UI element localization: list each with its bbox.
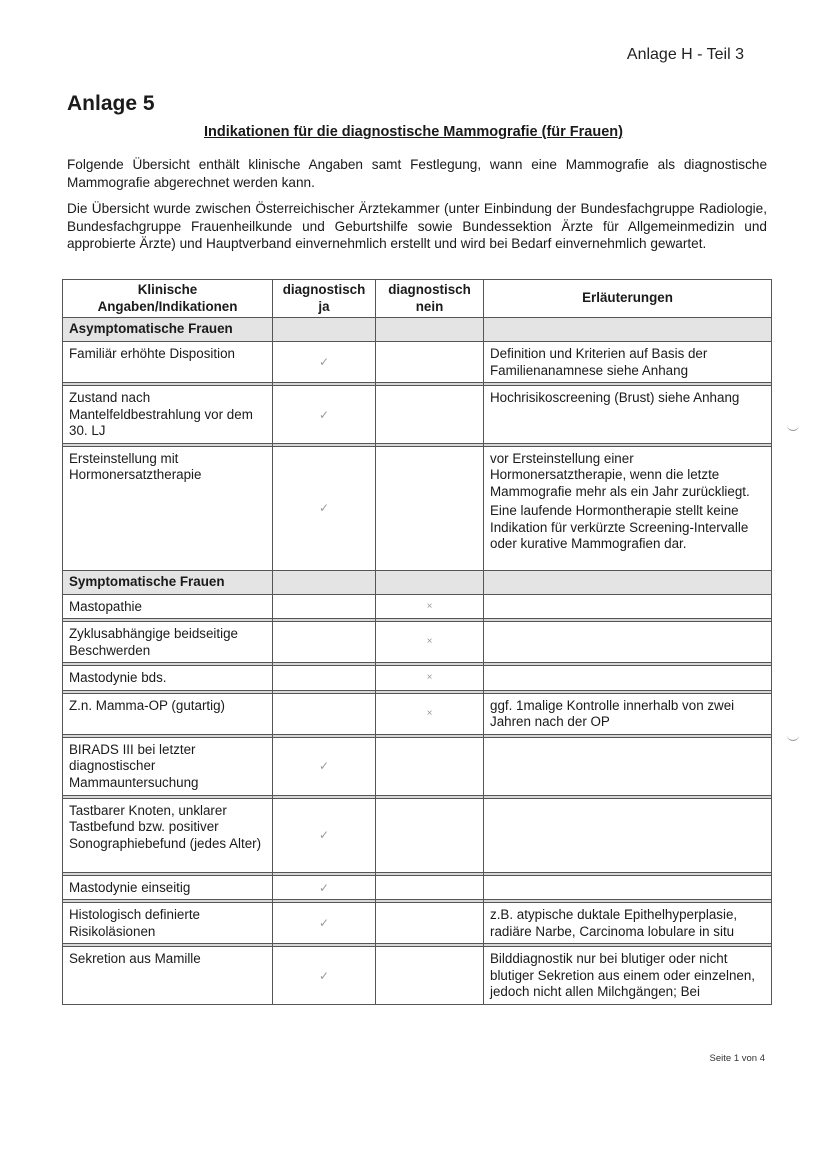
check-icon: ✓ bbox=[273, 386, 376, 444]
table-row bbox=[63, 693, 772, 734]
indication-cell: Zustand nach Mantelfeldbestrahlung vor dem 30. LJ bbox=[63, 386, 273, 444]
note-cell bbox=[484, 875, 772, 900]
empty-cell bbox=[273, 594, 376, 619]
col-header-indication: Klinische Angaben/Indikationen bbox=[63, 280, 273, 318]
indication-cell: Ersteinstellung mit Hormonersatztherapie bbox=[63, 446, 273, 570]
intro-paragraph: Folgende Übersicht enthält klinische Angaben samt Festlegung, wann eine Mammografie als diagnostische Mammografie abgerechnet werden kann. bbox=[67, 157, 767, 190]
empty-cell bbox=[273, 622, 376, 663]
page-number: Seite 1 von 4 bbox=[709, 1053, 765, 1064]
indication-cell: Zyklusabhängige beidseitige Beschwerden bbox=[63, 622, 273, 663]
indication-cell: Familiär erhöhte Disposition bbox=[63, 342, 273, 383]
table-row bbox=[63, 875, 772, 900]
table-row bbox=[63, 386, 772, 444]
note-cell bbox=[484, 446, 772, 570]
table-row bbox=[63, 342, 772, 383]
table-row bbox=[63, 446, 772, 570]
annex-part-label: Anlage H - Teil 3 bbox=[626, 46, 744, 63]
note-cell: ggf. 1malige Kontrolle innerhalb von zwei Jahren nach der OP bbox=[484, 693, 772, 734]
note-cell: Hochrisikoscreening (Brust) siehe Anhang bbox=[484, 386, 772, 444]
document-subtitle: Indikationen für die diagnostische Mammografie (für Frauen) bbox=[204, 124, 623, 140]
section-label: Symptomatische Frauen bbox=[63, 570, 273, 594]
note-text: vor Ersteinstellung einer Hormonersatztherapie, wenn die letzte Mammografie mehr als ein Jahr zurückliegt. bbox=[490, 450, 750, 499]
note-cell: Bilddiagnostik nur bei blutiger oder nicht blutiger Sekretion aus einem oder einzelnen, jedoch nicht allen Milchgängen; Bei bbox=[484, 947, 772, 1005]
empty-cell bbox=[376, 875, 484, 900]
col-header-diagnostic-no: diagnostisch nein bbox=[376, 280, 484, 318]
note-cell bbox=[484, 622, 772, 663]
check-icon: ✓ bbox=[273, 737, 376, 795]
col-header-diagnostic-yes: diagnostisch ja bbox=[273, 280, 376, 318]
table-row bbox=[63, 737, 772, 795]
section-label: Asymptomatische Frauen bbox=[63, 318, 273, 342]
indication-cell: BIRADS III bei letzter diagnostischer Mammauntersuchung bbox=[63, 737, 273, 795]
note-cell bbox=[484, 594, 772, 619]
note-cell: Definition und Kriterien auf Basis der Familienanamnese siehe Anhang bbox=[484, 342, 772, 383]
note-cell bbox=[484, 798, 772, 872]
indications-table bbox=[62, 279, 772, 1005]
indication-cell: Mastopathie bbox=[63, 594, 273, 619]
table-row bbox=[63, 622, 772, 663]
check-icon: ✓ bbox=[273, 798, 376, 872]
cross-icon: × bbox=[376, 666, 484, 691]
indication-cell: Tastbarer Knoten, unklarer Tastbefund bzw. positiver Sonographiebefund (jedes Alter) bbox=[63, 798, 273, 872]
indication-cell: Mastodynie bds. bbox=[63, 666, 273, 691]
note-cell bbox=[484, 666, 772, 691]
table-row bbox=[63, 903, 772, 944]
empty-cell bbox=[376, 798, 484, 872]
col-header-notes: Erläuterungen bbox=[484, 280, 772, 318]
empty-cell bbox=[376, 947, 484, 1005]
note-cell bbox=[484, 737, 772, 795]
scan-edge-mark bbox=[787, 424, 799, 431]
check-icon: ✓ bbox=[273, 446, 376, 570]
empty-cell bbox=[273, 666, 376, 691]
check-icon: ✓ bbox=[273, 875, 376, 900]
empty-cell bbox=[376, 386, 484, 444]
check-icon: ✓ bbox=[273, 342, 376, 383]
empty-cell bbox=[376, 446, 484, 570]
note-text: Eine laufende Hormontherapie stellt keine Indikation für verkürzte Screening-Intervalle oder kurative Mammografien dar. bbox=[490, 503, 749, 551]
cross-icon: × bbox=[376, 693, 484, 734]
section-row-asymptomatic bbox=[63, 318, 772, 342]
table-row bbox=[63, 666, 772, 691]
empty-cell bbox=[273, 693, 376, 734]
indication-cell: Histologisch definierte Risikoläsionen bbox=[63, 903, 273, 944]
table-row bbox=[63, 798, 772, 872]
indication-cell: Z.n. Mamma-OP (gutartig) bbox=[63, 693, 273, 734]
note-cell: z.B. atypische duktale Epithelhyperplasie, radiäre Narbe, Carcinoma lobulare in situ bbox=[484, 903, 772, 944]
agreement-paragraph: Die Übersicht wurde zwischen Österreichischer Ärztekammer (unter Einbindung der Bundesfachgruppe Radiologie, Bundesfachgruppe Frauenheilkunde und Geburtshilfe sowie Bundessektion Ärzte für Allgemeinmedizin und approbierte Ärzte) und Hauptverband einvernehmlich erstellt und wird bei Bedarf einvernehmlich gewartet. bbox=[67, 201, 767, 251]
document-title: Anlage 5 bbox=[67, 92, 155, 115]
empty-cell bbox=[376, 342, 484, 383]
check-icon: ✓ bbox=[273, 903, 376, 944]
section-row-symptomatic bbox=[63, 570, 772, 594]
empty-cell bbox=[376, 903, 484, 944]
check-icon: ✓ bbox=[273, 947, 376, 1005]
table-row bbox=[63, 947, 772, 1005]
indication-cell: Mastodynie einseitig bbox=[63, 875, 273, 900]
cross-icon: × bbox=[376, 622, 484, 663]
table-row bbox=[63, 594, 772, 619]
scan-edge-mark bbox=[787, 734, 799, 741]
table-header-row bbox=[63, 280, 772, 318]
empty-cell bbox=[376, 737, 484, 795]
cross-icon: × bbox=[376, 594, 484, 619]
indication-cell: Sekretion aus Mamille bbox=[63, 947, 273, 1005]
